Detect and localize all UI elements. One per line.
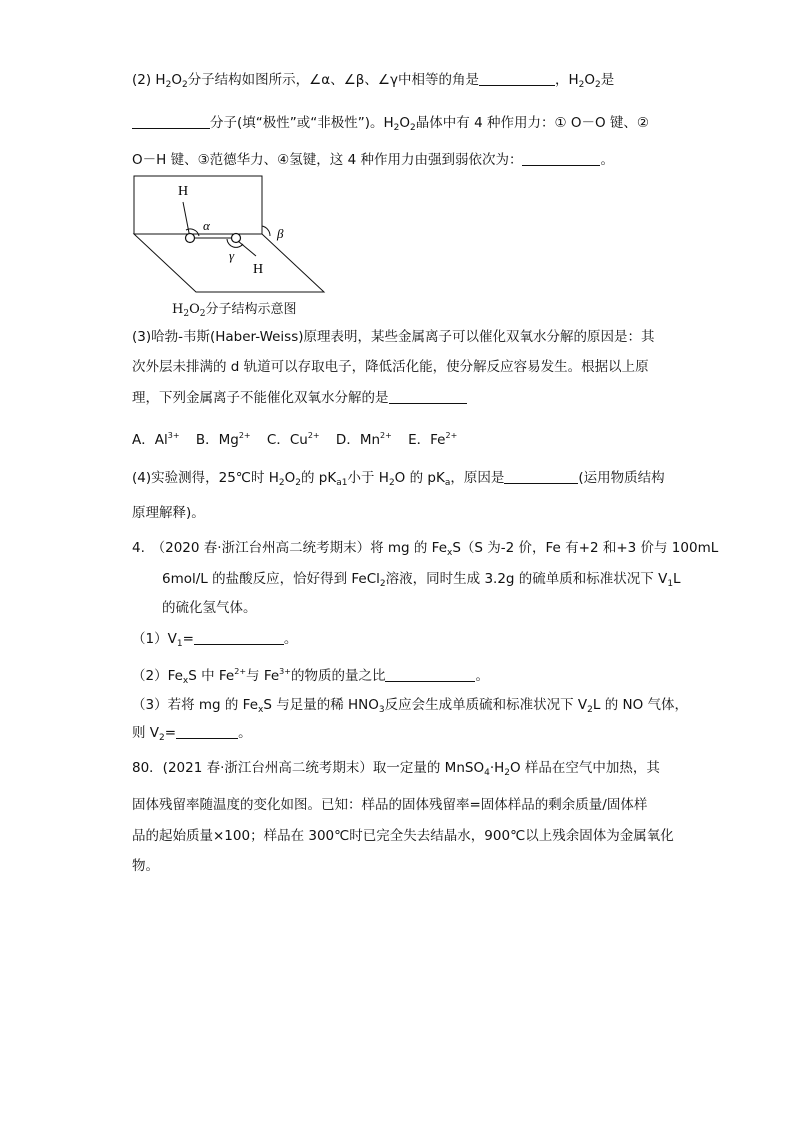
q2-line-2: [132, 113, 649, 138]
hydrogen-label-top: H: [178, 184, 189, 199]
subscript: a1: [336, 478, 348, 488]
text: S（S 为-2 价，Fe 有+2 和+3 价与 100mL: [452, 540, 719, 556]
subscript: 2: [165, 80, 172, 90]
subscript: 2: [183, 309, 190, 319]
option-label: D．Mn: [335, 432, 381, 448]
text: 。: [475, 668, 489, 684]
option-d[interactable]: [336, 432, 392, 448]
subscript: 2: [587, 705, 593, 715]
p80-line-3: [132, 826, 674, 846]
answer-blank-ions[interactable]: [389, 389, 467, 404]
q2-line-3: [132, 150, 614, 170]
subscript: 2: [379, 579, 386, 589]
q3-line-1: [132, 327, 655, 347]
ion-charge: 2+: [380, 431, 392, 440]
text: 小于 H: [347, 470, 389, 486]
oxygen-atom-1: [186, 234, 195, 243]
vertical-plane: [134, 176, 262, 234]
superscript: 3+: [279, 667, 291, 676]
text: 是: [600, 72, 615, 88]
q4-line-2: [132, 503, 205, 523]
text: O: [284, 470, 296, 486]
ion-charge: 2+: [238, 431, 251, 440]
subscript: x: [182, 676, 189, 686]
text: 的物质的量之比: [290, 668, 386, 684]
text: O: [189, 302, 200, 317]
q4-line-1: [132, 468, 665, 493]
text: (3)哈勃-韦斯(Haber-Weiss)原理表明，某些金属离子可以催化双氧水分解的原因是：其: [132, 329, 655, 345]
beta-label: β: [277, 226, 284, 241]
text: 分子结构如图所示，∠α、∠β、∠γ中相等的角是: [187, 72, 479, 88]
text: 则 V: [132, 725, 160, 741]
bond-h-o-top: [183, 202, 190, 238]
option-c[interactable]: [267, 432, 320, 448]
hydrogen-label-bottom: H: [253, 262, 264, 277]
text: O: [171, 72, 182, 88]
subscript: 2: [388, 478, 395, 488]
subscript: 2: [504, 768, 510, 778]
text: S 中 Fe: [188, 668, 235, 684]
option-e[interactable]: [408, 432, 457, 448]
text: ·H: [489, 760, 505, 776]
ion-charge: 2+: [445, 431, 458, 440]
text: （2）Fe: [132, 668, 183, 684]
q3-line-2: [132, 357, 649, 377]
text: 与 Fe: [246, 668, 280, 684]
subscript: 2: [278, 478, 285, 488]
subscript: 2: [295, 478, 302, 488]
p4-sub-3: [132, 695, 688, 720]
p80-line-2: [132, 795, 647, 815]
p80-line-1: [132, 758, 660, 783]
subscript: 2: [199, 309, 206, 319]
subscript: 4: [484, 768, 490, 778]
gamma-label: γ: [229, 248, 235, 263]
option-label: E．Fe: [408, 432, 446, 448]
text: L: [673, 571, 681, 587]
subscript: 2: [159, 733, 165, 743]
text: 品的起始质量×100；样品在 300℃时已完全失去结晶水，900℃以上残余固体为金属氧化: [132, 828, 674, 844]
text: S 与足量的稀 HNO: [263, 697, 379, 713]
subscript: 2: [578, 80, 585, 90]
subscript: 2: [595, 80, 601, 90]
text: (2) H: [132, 72, 166, 88]
diagram-caption: [172, 298, 297, 319]
text: 。: [238, 725, 252, 741]
p80-line-4: [132, 856, 159, 876]
text: ，原因是: [450, 470, 505, 486]
q2-line-1: [132, 70, 614, 95]
subscript: x: [258, 705, 264, 715]
text: 。: [283, 631, 298, 647]
bond-o-h-bottom: [238, 241, 256, 256]
text: =: [182, 631, 194, 647]
p4-line-3: [162, 598, 257, 618]
option-label: C．Cu: [266, 432, 308, 448]
p4-line-2: [162, 569, 681, 594]
p4-line-1: [132, 538, 718, 563]
text: (运用物质结构: [578, 470, 665, 486]
text: ，H: [555, 72, 579, 88]
text: 80．(2021 春·浙江台州高二统考期末）取一定量的 MnSO: [132, 760, 485, 776]
h2o2-structure-diagram: [128, 172, 328, 296]
p4-sub-1: [132, 629, 297, 654]
text: 固体残留率随温度的变化如图。已知：样品的固体残留率=固体样品的剩余质量/固体样: [132, 797, 648, 813]
subscript: a: [444, 478, 451, 488]
subscript: 2: [393, 123, 400, 133]
alpha-label: α: [203, 218, 210, 233]
subscript: 1: [176, 639, 183, 649]
text: 。: [600, 152, 614, 168]
text: (4)实验测得，25℃时 H: [132, 470, 279, 486]
ion-charge: 2+: [307, 431, 320, 440]
text: O: [399, 115, 411, 131]
answer-blank-v2[interactable]: [176, 724, 238, 739]
subscript: 2: [181, 80, 188, 90]
p4-sub-2: [132, 662, 489, 691]
answer-blank-order[interactable]: [522, 151, 600, 166]
option-b[interactable]: [196, 432, 251, 448]
answer-blank-reason[interactable]: [504, 469, 578, 484]
subscript: 1: [667, 579, 674, 589]
text: L 的 NO 气体，: [592, 697, 688, 713]
text: H: [172, 302, 184, 317]
ion-charge: 3+: [167, 431, 180, 440]
option-label: B．Mg: [195, 432, 239, 448]
text: 溶液，同时生成 3.2g 的硫单质和标准状况下 V: [385, 571, 668, 587]
text: O: [584, 72, 596, 88]
answer-blank-v1[interactable]: [194, 630, 284, 645]
p4-sub-3-cont: [132, 723, 252, 748]
text: 4. （2020 春·浙江台州高二统考期末）将 mg 的 Fe: [132, 540, 447, 556]
answer-blank-polarity[interactable]: [132, 114, 210, 129]
text: =: [164, 725, 177, 741]
text: 6mol/L 的盐酸反应，恰好得到 FeCl: [162, 571, 380, 587]
text: 次外层未排满的 d 轨道可以存取电子，降低活化能，使分解反应容易发生。根据以上原: [132, 359, 649, 375]
text: 的硫化氢气体。: [162, 600, 257, 616]
subscript: 3: [378, 705, 385, 715]
text: 分子(填“极性”或“非极性”)。H: [210, 115, 394, 131]
text: 原理解释)。: [132, 505, 205, 521]
answer-blank-ratio[interactable]: [385, 667, 475, 682]
text: （3）若将 mg 的 Fe: [132, 697, 259, 713]
text: O 的 pK: [394, 470, 445, 486]
q3-options: [132, 426, 457, 450]
subscript: x: [447, 548, 453, 558]
superscript: 2+: [234, 667, 247, 676]
text: 分子结构示意图: [205, 302, 297, 317]
option-label: A．Al: [132, 432, 168, 448]
text: O 样品在空气中加热，其: [510, 760, 660, 776]
text: （1）V: [132, 631, 177, 647]
text: 晶体中有 4 种作用力：① O－O 键、②: [415, 115, 649, 131]
answer-blank-angles[interactable]: [479, 71, 555, 86]
text: 理，下列金属离子不能催化双氧水分解的是: [132, 390, 389, 406]
text: 的 pK: [301, 470, 337, 486]
oxygen-atom-2: [232, 234, 241, 243]
subscript: 2: [410, 123, 416, 133]
option-a[interactable]: [132, 432, 180, 448]
text: O－H 键、③范德华力、④氢键，这 4 种作用力由强到弱依次为：: [132, 152, 523, 168]
q3-line-3: [132, 388, 467, 408]
text: 反应会生成单质硫和标准状况下 V: [384, 697, 588, 713]
horizontal-plane: [134, 234, 324, 292]
text: 物。: [132, 858, 159, 874]
